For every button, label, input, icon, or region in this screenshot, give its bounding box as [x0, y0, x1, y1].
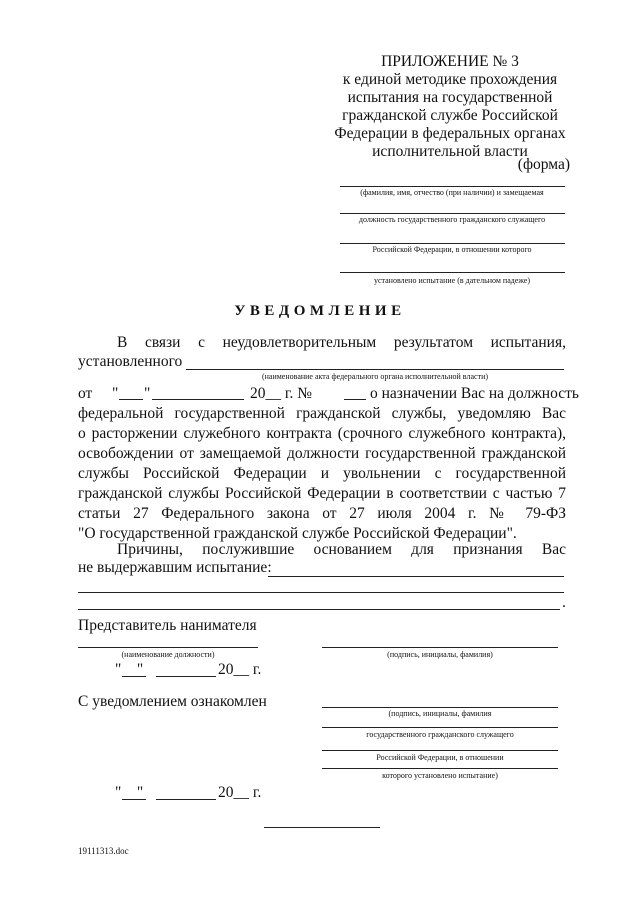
ack-day-blank: [122, 799, 146, 800]
ack-month-blank: [156, 799, 216, 800]
ack-caption-1: (подпись, инициалы, фамилия: [388, 709, 492, 718]
ack-line-2: [322, 727, 558, 728]
end-separator: [264, 827, 380, 828]
reasons-line-2: не выдержавшим испытание:: [78, 559, 272, 576]
recipient-caption-3: Российской Федерации, в отношении которого: [372, 245, 532, 254]
act-name-line: [186, 369, 564, 370]
ack-caption-3: Российской Федерации, в отношении: [376, 753, 504, 762]
reasons-period: .: [562, 594, 566, 611]
employer-signature-caption: (подпись, инициалы, фамилия): [387, 650, 493, 659]
reasons-blank-2: [78, 592, 564, 593]
recipient-caption-4: установлено испытание (в дательном падеже): [373, 276, 531, 285]
recipient-line-3: [340, 243, 565, 244]
ack-line-3: [322, 750, 558, 751]
ack-date-year: 20__ г.: [218, 784, 262, 801]
day-blank: [119, 399, 143, 400]
employer-position-caption: (наименование должности): [121, 650, 215, 659]
paragraph-1-line-1: [117, 334, 566, 352]
word: результатом: [393, 334, 474, 351]
body-line-5: гражданской службы Российской Федерации в соответствии с частью 7: [78, 485, 566, 502]
appointment-text: о назначении Вас на должность: [370, 385, 579, 402]
word: испытания,: [490, 334, 566, 351]
appendix-line-2: испытания на государственной: [347, 89, 553, 106]
year-number-label: 20__ г. №: [250, 385, 313, 402]
ack-date-quotes: " ": [115, 784, 144, 801]
appendix-line-5: исполнительной власти: [372, 143, 528, 160]
word: В: [117, 334, 128, 351]
body-line-2: о расторжении служебного контракта (срочного служебного контракта),: [78, 425, 566, 442]
employer-month-blank: [156, 676, 216, 677]
recipient-caption-1: (фамилия, имя, отчество (при наличии) и замещаемая: [360, 188, 544, 197]
date-ot: от: [78, 385, 93, 402]
date-quote-close: ": [144, 385, 151, 402]
footer-filename: 19111313.doc: [78, 846, 129, 856]
employer-label: Представитель нанимателя: [78, 617, 257, 634]
number-blank: [344, 399, 366, 400]
appendix-line-3: гражданской службе Российской: [342, 107, 558, 124]
employer-date-quotes: " ": [115, 661, 144, 678]
form-label: (форма): [517, 156, 570, 173]
date-quote-open: ": [112, 385, 119, 402]
body-line-1: федеральной государственной гражданской службы, уведомляю Вас: [78, 405, 566, 422]
ack-caption-4: которого установлено испытание): [382, 771, 498, 780]
recipient-caption-2: должность государственного гражданского служащего: [358, 215, 546, 224]
word: неудовлетворительным: [222, 334, 377, 351]
employer-day-blank: [122, 676, 146, 677]
body-line-4: службы Российской Федерации и увольнении с государственной: [78, 465, 566, 482]
body-line-6: статьи 27 Федерального закона от 27 июля 2004 г. № 79-ФЗ: [78, 505, 566, 522]
employer-date-year: 20__ г.: [218, 661, 262, 678]
established-by-label: установленного: [78, 353, 183, 370]
recipient-line-2: [340, 213, 565, 214]
appendix-line-4: Федерации в федеральных органах: [334, 125, 566, 142]
body-line-7: "О государственной гражданской службе Российской Федерации".: [78, 525, 517, 542]
employer-position-line: [78, 647, 258, 648]
month-blank: [152, 399, 244, 400]
document-title: УВЕДОМЛЕНИЕ: [234, 303, 406, 319]
act-caption: (наименование акта федерального органа исполнительной власти): [261, 372, 489, 381]
word: связи: [144, 334, 181, 351]
word: с: [198, 334, 205, 351]
employer-signature-line: [322, 647, 558, 648]
appendix-number: ПРИЛОЖЕНИЕ № 3: [381, 53, 519, 70]
recipient-line-4: [340, 272, 565, 273]
recipient-line-1: [340, 186, 565, 187]
reasons-blank-3: [78, 609, 560, 610]
reasons-line-1: Причины, послужившие основанием для признания Вас: [117, 541, 566, 558]
appendix-line-1: к единой методике прохождения: [342, 71, 558, 88]
ack-line-1: [322, 707, 558, 708]
ack-caption-2: государственного гражданского служащего: [366, 730, 514, 739]
body-line-3: освобождении от замещаемой должности государственной гражданской: [78, 445, 566, 462]
ack-line-4: [322, 768, 558, 769]
reasons-blank-1: [268, 576, 564, 577]
acknowledged-label: С уведомлением ознакомлен: [78, 693, 267, 710]
